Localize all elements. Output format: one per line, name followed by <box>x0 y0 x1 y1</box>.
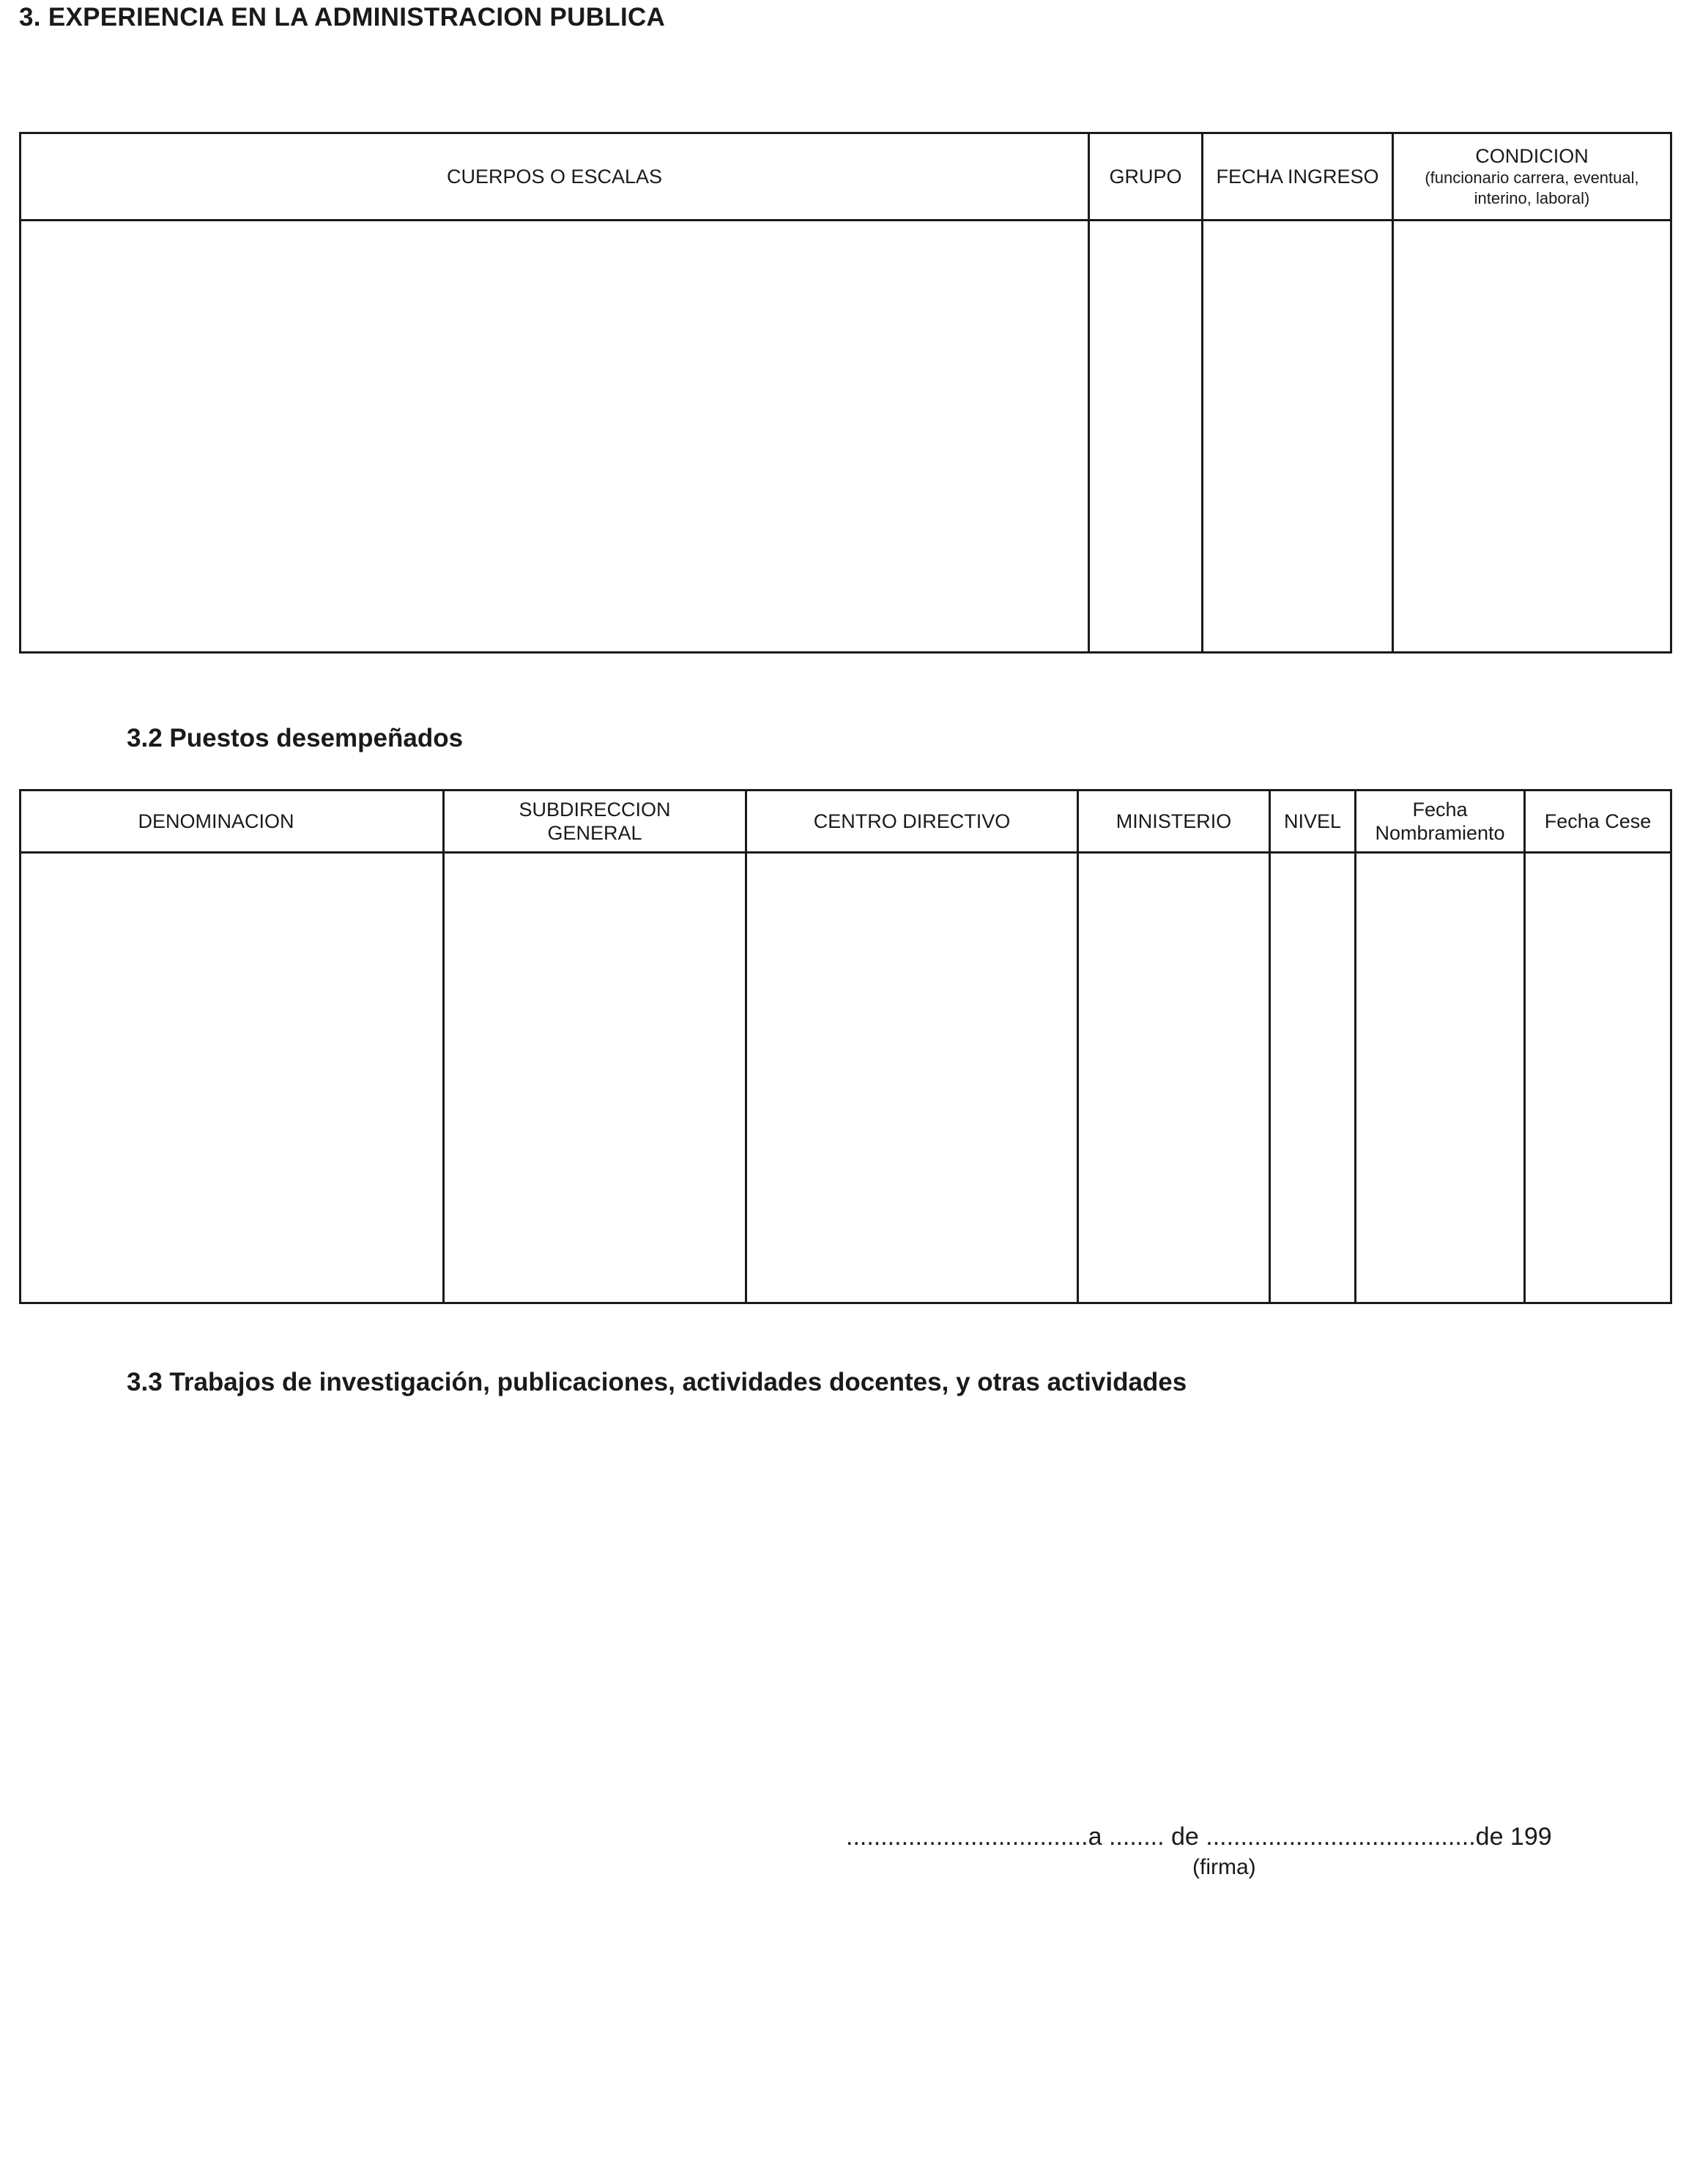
section-title: 3. EXPERIENCIA EN LA ADMINISTRACION PUBLICA <box>19 3 666 32</box>
table-header-divider <box>21 219 1670 221</box>
column-divider <box>1077 791 1079 1302</box>
header-ministerio <box>1079 791 1269 851</box>
header-fecha-nombramiento-line-1: Fecha <box>1412 799 1468 821</box>
signature-caption: (firma) <box>1192 1855 1256 1879</box>
column-divider <box>442 791 445 1302</box>
header-grupo <box>1090 134 1201 219</box>
section-3-3-title: 3.3 Trabajos de investigación, publicaciones, actividades docentes, y otras actividades <box>127 1368 1187 1396</box>
header-subdireccion-line-2: GENERAL <box>547 822 642 844</box>
table-header-divider <box>21 851 1670 854</box>
column-divider <box>1269 791 1271 1302</box>
header-subdireccion <box>445 791 745 851</box>
header-fecha-ingreso <box>1203 134 1392 219</box>
column-divider <box>1523 791 1526 1302</box>
header-cuerpos-label: CUERPOS O ESCALAS <box>446 166 663 188</box>
header-cuerpos-escalas <box>21 134 1088 219</box>
header-condicion-note-2: interino, laboral) <box>1474 189 1590 207</box>
header-fecha-nombramiento-line-2: Nombramiento <box>1375 822 1505 844</box>
header-nivel-label: NIVEL <box>1283 810 1342 832</box>
header-condicion-label: CONDICION <box>1475 145 1589 167</box>
header-denominacion-label: DENOMINACION <box>138 810 294 832</box>
header-nivel <box>1271 791 1354 851</box>
header-fecha-nombramiento <box>1356 791 1523 851</box>
header-subdireccion-line-1: SUBDIRECCION <box>519 799 671 821</box>
section-3-2-title: 3.2 Puestos desempeñados <box>127 724 464 752</box>
header-condicion-note-1: (funcionario carrera, eventual, <box>1425 169 1639 187</box>
header-fecha-cese <box>1526 791 1670 851</box>
header-condicion <box>1394 134 1670 219</box>
experience-table <box>19 132 1672 654</box>
column-divider <box>745 791 747 1302</box>
positions-table <box>19 789 1672 1304</box>
header-centro-directivo-label: CENTRO DIRECTIVO <box>813 810 1011 832</box>
signature-date-line: ...................................a ........ de .......................................de 199 <box>846 1823 1552 1851</box>
header-fecha-ingreso-label: FECHA INGRESO <box>1216 166 1379 188</box>
header-fecha-cese-label: Fecha Cese <box>1544 810 1652 832</box>
header-denominacion <box>21 791 411 851</box>
header-grupo-label: GRUPO <box>1109 166 1182 188</box>
column-divider <box>1354 791 1356 1302</box>
header-ministerio-label: MINISTERIO <box>1116 810 1232 832</box>
header-centro-directivo <box>747 791 1077 851</box>
